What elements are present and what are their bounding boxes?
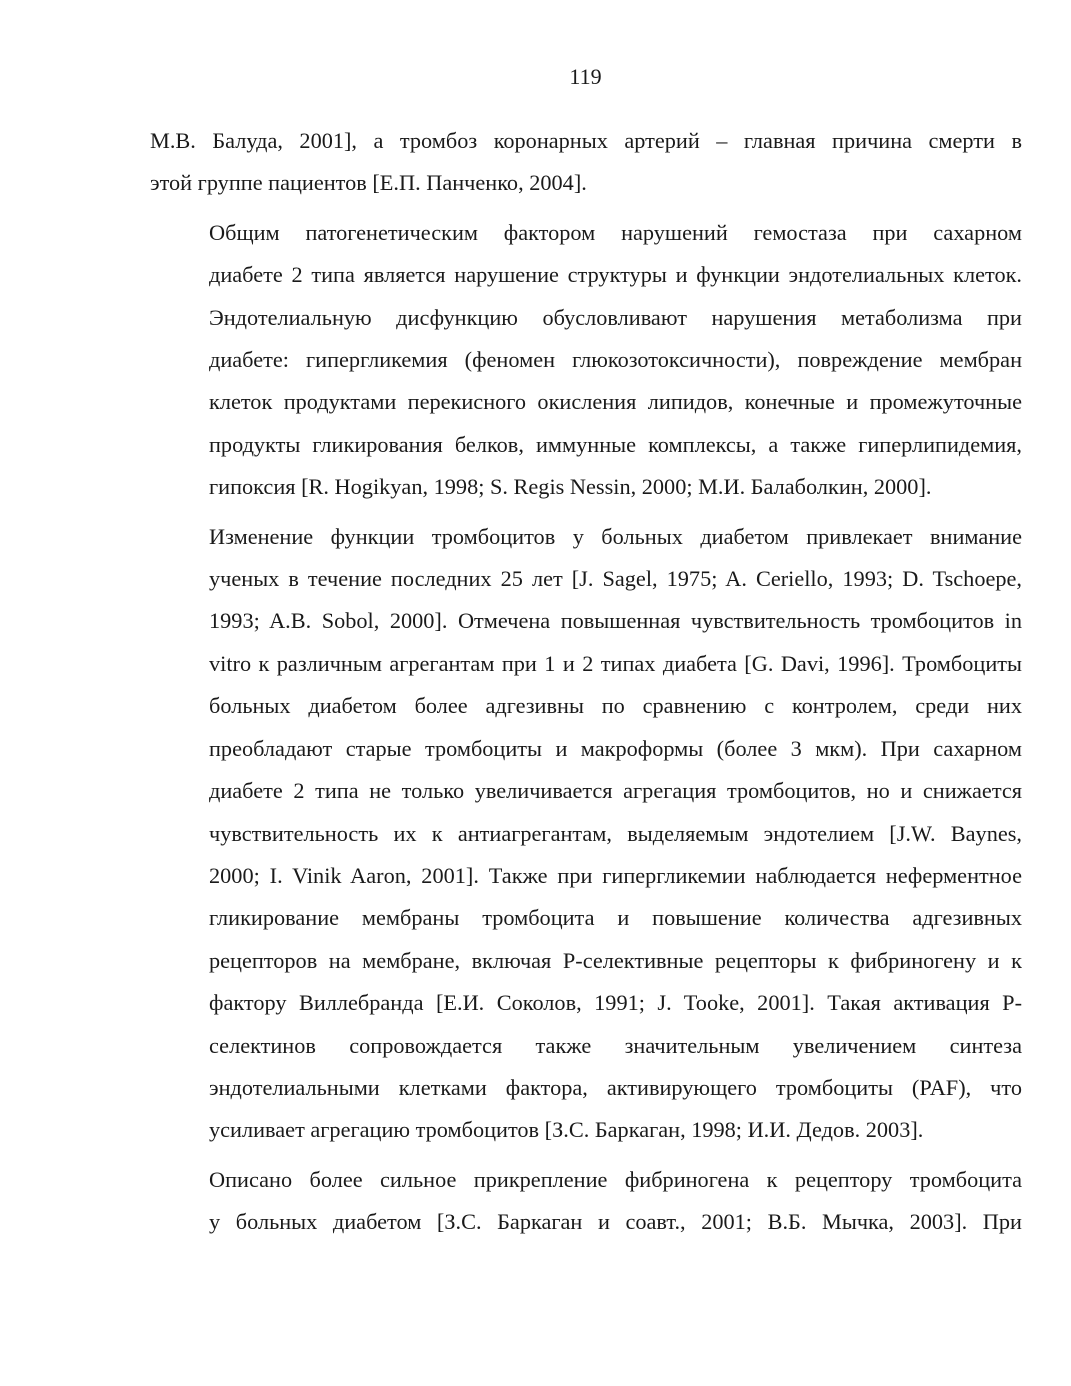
text-line: диабете: гипергликемия (феномен глюкозотоксичности), повреждение мембран — [209, 347, 1022, 373]
paragraph — [150, 1159, 1022, 1244]
text-line: диабете 2 типа не только увеличивается агрегация тромбоцитов, но и снижается — [209, 778, 1022, 804]
text-line: М.В. Балуда, 2001], а тромбоз коронарных артерий – главная причина смерти в — [150, 128, 1022, 153]
text-line: гликирование мембраны тромбоцита и повышение количества адгезивных — [209, 905, 1022, 931]
text-line: Описано более сильное прикрепление фибриногена к рецептору тромбоцита — [209, 1166, 1022, 1192]
text-line: 2000; I. Vinik Aaron, 2001]. Также при гипергликемии наблюдается неферментное — [209, 862, 1022, 888]
text-line: Общим патогенетическим фактором нарушений гемостаза при сахарном — [209, 219, 1022, 245]
text-line: у больных диабетом [З.С. Баркаган и соавт., 2001; В.Б. Мычка, 2003]. При — [209, 1209, 1022, 1235]
text-line: рецепторов на мембране, включая Р-селективные рецепторы к фибриногену и к — [209, 947, 1022, 973]
text-line: эндотелиальными клетками фактора, активирующего тромбоциты (PAF), что — [209, 1074, 1022, 1100]
text-line: гипоксия [R. Hogikyan, 1998; S. Regis Nessin, 2000; М.И. Балаболкин, 2000]. — [209, 474, 932, 500]
body-text — [150, 120, 1022, 1251]
text-line: клеток продуктами перекисного окисления липидов, конечные и промежуточные — [209, 389, 1022, 415]
text-line: 1993; A.B. Sobol, 2000]. Отмечена повышенная чувствительность тромбоцитов in — [209, 608, 1022, 634]
text-line: диабете 2 типа является нарушение структуры и функции эндотелиальных клеток. — [209, 262, 1022, 288]
text-line: больных диабетом более адгезивны по сравнению с контролем, среди них — [209, 693, 1022, 719]
text-line: Эндотелиальную дисфункцию обусловливают нарушения метаболизма при — [209, 304, 1022, 330]
text-line: ученых в течение последних 25 лет [J. Sagel, 1975; A. Ceriello, 1993; D. Tschoepe, — [209, 566, 1022, 592]
text-line: селектинов сопровождается также значительным увеличением синтеза — [209, 1032, 1022, 1058]
page-number: 119 — [569, 64, 602, 89]
text-line: фактору Виллебранда [Е.И. Соколов, 1991; J. Tooke, 2001]. Такая активация Р- — [209, 990, 1022, 1016]
text-line: Изменение функции тромбоцитов у больных диабетом привлекает внимание — [209, 523, 1022, 549]
text-line: vitro к различным агрегантам при 1 и 2 типах диабета [G. Davi, 1996]. Тромбоциты — [209, 650, 1022, 676]
paragraph — [150, 212, 1022, 509]
text-line: преобладают старые тромбоциты и макроформы (более 3 мкм). При сахарном — [209, 735, 1022, 761]
paragraph — [150, 516, 1022, 1152]
text-line: этой группе пациентов [Е.П. Панченко, 2004]. — [150, 170, 587, 196]
paragraph — [150, 120, 1022, 205]
text-line: чувствительность их к антиагрегантам, выделяемым эндотелием [J.W. Baynes, — [209, 820, 1022, 846]
text-line: продукты гликирования белков, иммунные комплексы, а также гиперлипидемия, — [209, 431, 1022, 457]
text-line: усиливает агрегацию тромбоцитов [З.С. Баркаган, 1998; И.И. Дедов. 2003]. — [209, 1117, 924, 1143]
